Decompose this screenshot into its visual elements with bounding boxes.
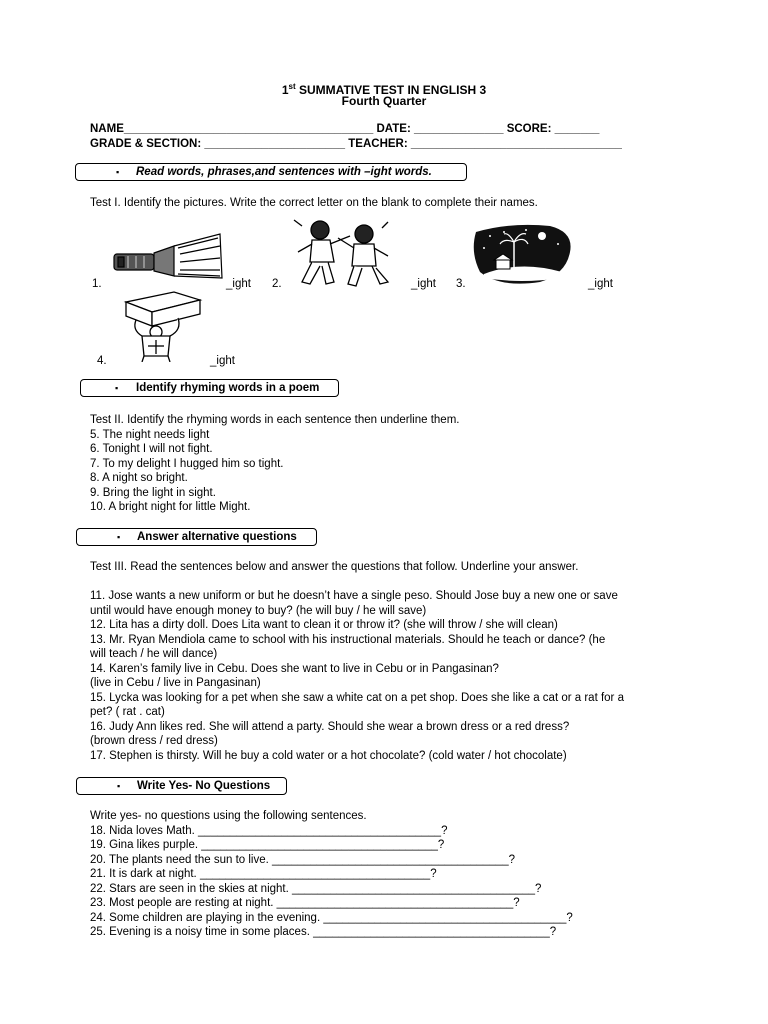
night-island-icon bbox=[470, 222, 576, 288]
test2-instruction: Test II. Identify the rhyming words in each sentence then underline them. bbox=[90, 414, 460, 426]
section-header-alternative: ▪ Answer alternative questions bbox=[76, 528, 317, 546]
test3-instruction: Test III. Read the sentences below and answer the questions that follow. Underline your answer. bbox=[90, 561, 579, 573]
list-item: 16. Judy Ann likes red. She will attend a party. Should she wear a brown dress or a red dress? bbox=[90, 720, 570, 733]
bullet-icon: ▪ bbox=[117, 781, 121, 791]
list-item: 24. Some children are playing in the evening. ______________________________________? bbox=[90, 911, 573, 924]
list-item: pet? ( rat . cat) bbox=[90, 706, 165, 718]
list-item: 14. Karen’s family live in Cebu. Does she want to live in Cebu or in Pangasinan? bbox=[90, 662, 499, 675]
item-2-number: 2. bbox=[272, 278, 282, 290]
bullet-icon: ▪ bbox=[116, 167, 120, 177]
list-item: 22. Stars are seen in the skies at night. ______________________________________? bbox=[90, 882, 542, 895]
item-4-blank: _ight bbox=[210, 355, 235, 367]
test3-block bbox=[90, 589, 690, 763]
test1-instruction: Test I. Identify the pictures. Write the correct letter on the blank to complete their names. bbox=[90, 197, 538, 209]
page-subtitle: Fourth Quarter bbox=[341, 94, 427, 108]
grade-teacher-row: GRADE & SECTION: ______________________ TEACHER: _________________________________ bbox=[90, 138, 622, 150]
fighting-boys-icon bbox=[288, 216, 398, 288]
list-item: until would have enough money to buy? (he will buy / he will save) bbox=[90, 604, 427, 617]
list-item: (brown dress / red dress) bbox=[90, 735, 218, 747]
section-header-ight-words: ▪ Read words, phrases,and sentences with –ight words. bbox=[75, 163, 467, 181]
section-header-rhyming: ▪ Identify rhyming words in a poem bbox=[80, 379, 339, 397]
list-item: (live in Cebu / live in Pangasinan) bbox=[90, 677, 261, 689]
list-item: 23. Most people are resting at night. _____________________________________? bbox=[90, 897, 520, 909]
list-item: 17. Stephen is thirsty. Will he buy a cold water or a hot chocolate? (cold water / hot chocolate) bbox=[90, 749, 567, 762]
flashlight-icon bbox=[110, 232, 225, 280]
list-item: 11. Jose wants a new uniform or but he doesn’t have a single peso. Should Jose buy a new one or save bbox=[90, 590, 618, 602]
list-item: 18. Nida loves Math. ______________________________________? bbox=[90, 824, 448, 837]
item-3-number: 3. bbox=[456, 278, 466, 290]
bullet-icon: ▪ bbox=[115, 383, 119, 393]
list-item: 13. Mr. Ryan Mendiola came to school with his instructional materials. Should he teach or dance? (he bbox=[90, 633, 606, 646]
test4-block bbox=[90, 809, 690, 940]
list-item: 21. It is dark at night. ____________________________________? bbox=[90, 868, 437, 880]
list-item: 9. Bring the light in sight. bbox=[90, 486, 216, 499]
test2-block bbox=[90, 413, 690, 515]
list-item: 10. A bright night for little Might. bbox=[90, 501, 251, 513]
section-header-yes-no: ▪ Write Yes- No Questions bbox=[76, 777, 287, 795]
list-item: 20. The plants need the sun to live. _____________________________________? bbox=[90, 853, 516, 866]
list-item: 19. Gina likes purple. _____________________________________? bbox=[90, 839, 445, 851]
student-info-row: NAME_______________________________________ DATE: ______________ SCORE: _______ bbox=[90, 123, 600, 135]
list-item: 25. Evening is a noisy time in some places. _____________________________________? bbox=[90, 926, 557, 938]
list-item: 8. A night so bright. bbox=[90, 472, 188, 484]
list-item: 5. The night needs light bbox=[90, 428, 210, 441]
strongman-lifting-box-icon bbox=[122, 290, 204, 362]
item-4-number: 4. bbox=[97, 355, 107, 367]
page-title: 1st SUMMATIVE TEST IN ENGLISH 3 bbox=[281, 82, 487, 97]
list-item: 15. Lycka was looking for a pet when she saw a white cat on a pet shop. Does she like a cat or a rat for a bbox=[90, 691, 624, 704]
item-2-blank: _ight bbox=[411, 278, 436, 290]
item-1-blank: _ight bbox=[226, 278, 251, 290]
list-item: 12. Lita has a dirty doll. Does Lita want to clean it or throw it? (she will throw / she will clean) bbox=[90, 619, 558, 631]
list-item: 7. To my delight I hugged him so tight. bbox=[90, 457, 284, 470]
bullet-icon: ▪ bbox=[117, 532, 121, 542]
item-3-blank: _ight bbox=[588, 278, 613, 290]
list-item: will teach / he will dance) bbox=[90, 648, 218, 660]
list-item: 6. Tonight I will not fight. bbox=[90, 443, 213, 455]
item-1-number: 1. bbox=[92, 278, 102, 290]
test4-instruction: Write yes- no questions using the following sentences. bbox=[90, 810, 367, 822]
